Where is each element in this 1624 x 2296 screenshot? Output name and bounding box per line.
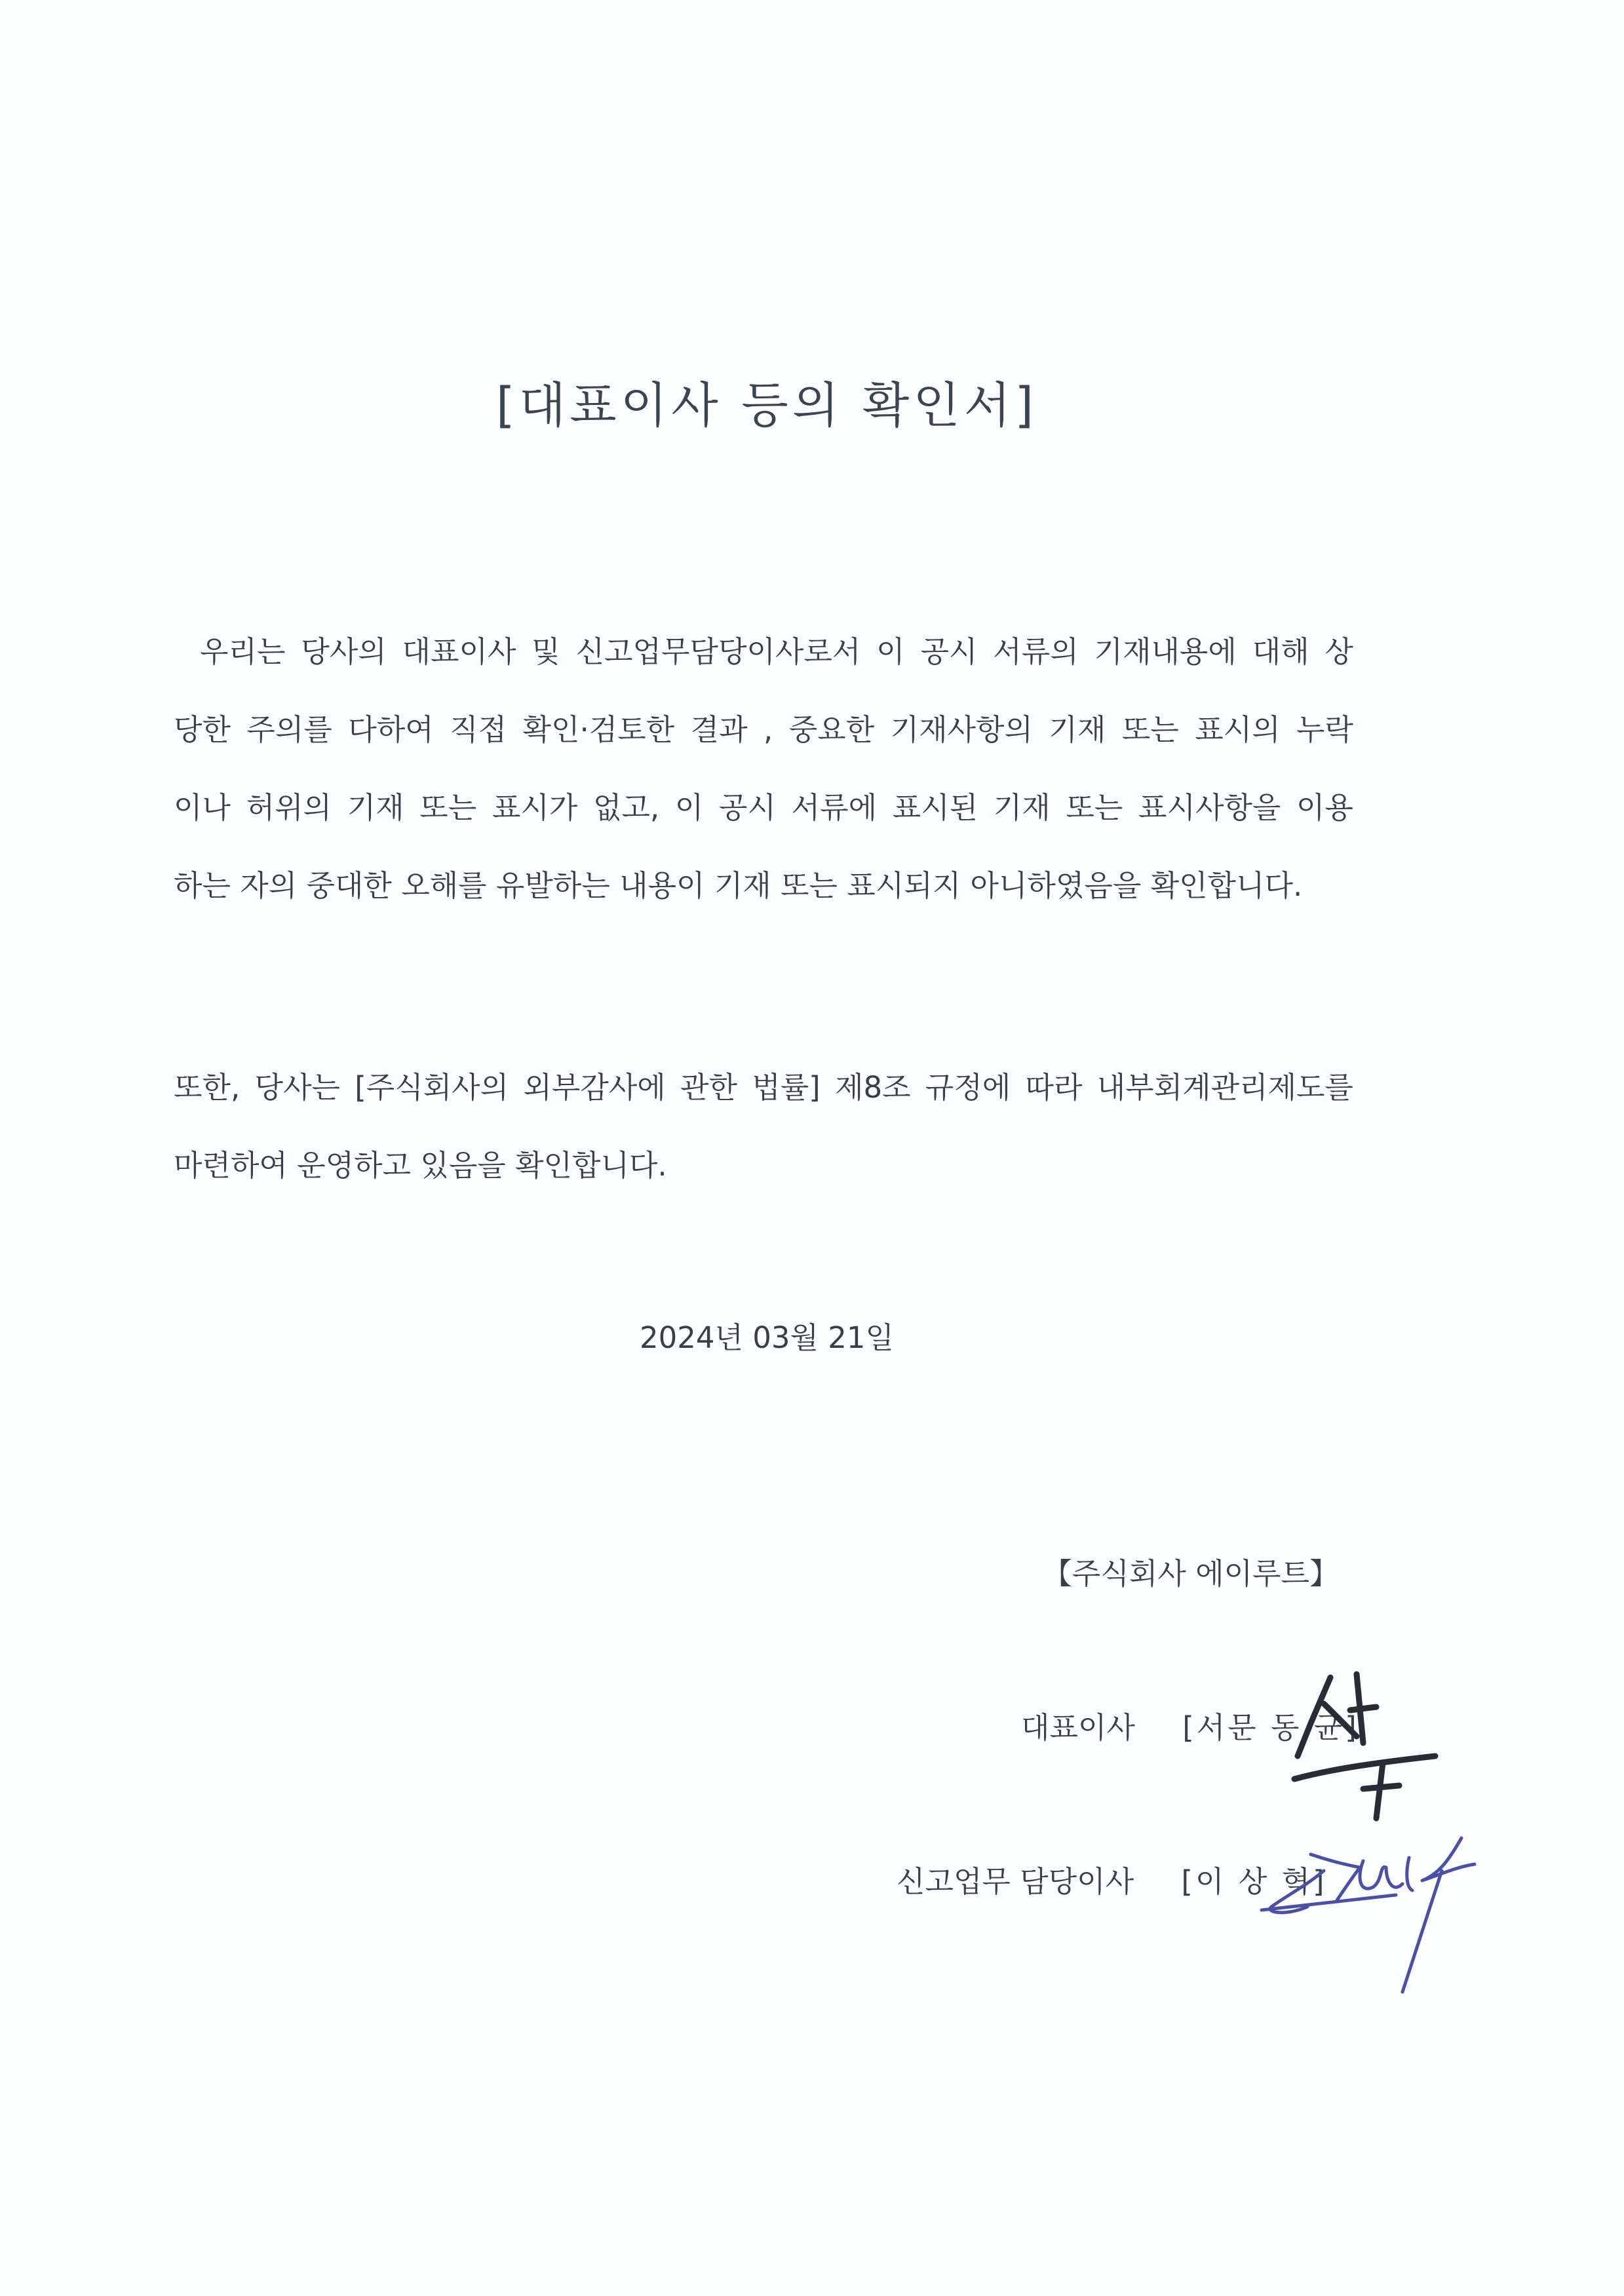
paragraph-line: 또한, 당사는 [주식회사의 외부감사에 관한 법률] 제8조 규정에 따라 내부회계관리제도를: [174, 1070, 1353, 1105]
ceo-role: 대표이사: [1021, 1710, 1135, 1745]
paragraph-line: 하는 자의 중대한 오해를 유발하는 내용이 기재 또는 표시되지 아니하였음을 확인합니다.: [174, 868, 1303, 903]
paragraph-line: 이나 허위의 기재 또는 표시가 없고, 이 공시 서류에 표시된 기재 또는 표시사항을 이용: [174, 790, 1353, 825]
officer-signature-image: [1245, 1835, 1501, 2005]
paragraph-line: 마련하여 운영하고 있음을 확인합니다.: [174, 1148, 667, 1183]
ceo-name: [서문 동 균]: [1182, 1710, 1359, 1745]
company-name: 【주식회사 에이루트】: [1042, 1556, 1339, 1591]
paragraph-line: 우리는 당사의 대표이사 및 신고업무담당이사로서 이 공시 서류의 기재내용에 대해 상: [200, 634, 1353, 669]
officer-role: 신고업무 담당이사: [897, 1864, 1134, 1899]
document-date: 2024년 03월 21일: [639, 1320, 895, 1355]
officer-name: [이 상 혁]: [1181, 1864, 1327, 1899]
internal-control-paragraph: [174, 1048, 1353, 1204]
confirmation-paragraph: [174, 613, 1353, 925]
ceo-signature-image: [1285, 1664, 1448, 1835]
document-title: [대표이사 등의 확인서]: [495, 377, 1038, 434]
paragraph-line: 당한 주의를 다하여 직접 확인·검토한 결과 , 중요한 기재사항의 기재 또는 표시의 누락: [174, 712, 1353, 747]
